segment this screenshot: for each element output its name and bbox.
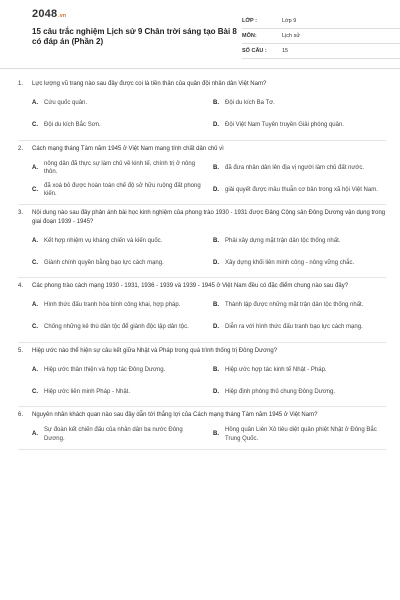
answer-option[interactable] bbox=[32, 424, 205, 446]
question-stem bbox=[18, 282, 386, 291]
option-letter: A. bbox=[32, 366, 38, 373]
question-stem bbox=[18, 411, 386, 420]
answer-options bbox=[18, 93, 386, 137]
answer-option[interactable] bbox=[213, 317, 386, 339]
option-text: Đội Việt Nam Tuyên truyền Giải phóng quân. bbox=[225, 122, 344, 129]
option-text: đã đưa nhân dân lên địa vị người làm chủ đất nước. bbox=[225, 164, 365, 171]
option-text: Thành lập được những mặt trận dân tộc thống nhất. bbox=[225, 302, 364, 309]
answer-option[interactable] bbox=[32, 115, 205, 137]
option-text: Hiệp ước hợp tác kinh tế Nhật - Pháp. bbox=[225, 366, 327, 373]
answer-options bbox=[18, 424, 386, 446]
option-letter: A. bbox=[32, 302, 38, 309]
answer-option[interactable] bbox=[32, 381, 205, 403]
meta-value: Lớp 9 bbox=[282, 18, 297, 24]
question-list bbox=[18, 76, 386, 450]
option-text: Xây dựng khối liên minh công - nông vững chắc. bbox=[225, 259, 355, 266]
question-6 bbox=[18, 407, 386, 450]
option-letter: C. bbox=[32, 259, 38, 266]
option-text: Cứu quốc quân. bbox=[44, 100, 88, 107]
option-letter: B. bbox=[213, 302, 219, 309]
question-number: 3. bbox=[18, 210, 24, 216]
question-1 bbox=[18, 76, 386, 141]
option-text: Sự đoàn kết chiến đấu của nhân dân ba nước Đông Dương. bbox=[44, 427, 183, 442]
meta-key: SỐ CÂU : bbox=[242, 48, 267, 54]
answer-option[interactable] bbox=[32, 157, 205, 179]
option-letter: C. bbox=[32, 324, 38, 331]
meta-row-count bbox=[242, 44, 400, 59]
meta-key: LỚP : bbox=[242, 18, 257, 24]
option-text: Hiệp định phòng thủ chung Đông Dương. bbox=[225, 388, 336, 395]
option-text: giải quyết được mâu thuẫn cơ bản trong xã hội Việt Nam. bbox=[225, 186, 378, 193]
option-text: nông dân đã thực sự làm chủ về kinh tế, chính trị ở nông thôn. bbox=[44, 160, 196, 175]
answer-option[interactable] bbox=[213, 424, 386, 446]
question-3 bbox=[18, 205, 386, 278]
header-divider bbox=[0, 68, 400, 69]
meta-value: 15 bbox=[282, 48, 289, 54]
answer-option[interactable] bbox=[213, 252, 386, 274]
option-text: đã xoá bỏ được hoàn toàn chế độ sở hữu ruộng đất phong kiến. bbox=[44, 182, 201, 197]
option-letter: D. bbox=[213, 324, 219, 331]
option-letter: B. bbox=[213, 100, 219, 107]
answer-options bbox=[18, 230, 386, 274]
question-2 bbox=[18, 141, 386, 206]
answer-option[interactable] bbox=[213, 230, 386, 252]
option-letter: A. bbox=[32, 431, 38, 438]
option-letter: A. bbox=[32, 100, 38, 107]
page-title: 15 câu trắc nghiệm Lịch sử 9 Chân trời sáng tạo Bài 8 có đáp án (Phần 2) bbox=[32, 27, 237, 46]
option-text: Diễn ra với hình thức đấu tranh bạo lực cách mạng. bbox=[225, 324, 363, 331]
answer-options bbox=[18, 359, 386, 403]
option-letter: D. bbox=[213, 259, 219, 266]
question-number: 5. bbox=[18, 347, 24, 354]
option-letter: B. bbox=[213, 237, 219, 244]
logo-suffix: .vn bbox=[58, 13, 67, 19]
question-stem bbox=[18, 145, 386, 154]
answer-option[interactable] bbox=[32, 179, 205, 201]
answer-option[interactable] bbox=[32, 230, 205, 252]
answer-option[interactable] bbox=[32, 359, 205, 381]
answer-option[interactable] bbox=[213, 359, 386, 381]
option-text: Hiệp ước thân thiện và hợp tác Đông Dương. bbox=[44, 366, 166, 373]
answer-option[interactable] bbox=[32, 295, 205, 317]
question-number: 1. bbox=[18, 81, 24, 87]
option-letter: B. bbox=[213, 164, 219, 171]
option-letter: A. bbox=[32, 237, 38, 244]
option-text: Kết hợp nhiệm vụ kháng chiến và kiến quốc. bbox=[44, 237, 163, 244]
question-stem bbox=[18, 209, 386, 226]
question-stem bbox=[18, 347, 386, 356]
option-letter: C. bbox=[32, 122, 38, 129]
option-letter: C. bbox=[32, 388, 38, 395]
option-letter: B. bbox=[213, 431, 219, 438]
option-text: Đội du kích Bắc Sơn. bbox=[44, 122, 101, 129]
question-number: 4. bbox=[18, 283, 24, 289]
meta-key: MÔN: bbox=[242, 33, 257, 39]
question-5 bbox=[18, 343, 386, 408]
answer-option[interactable] bbox=[213, 93, 386, 115]
question-text: Nội dung nào sau đây phản ánh bài học kinh nghiệm của phong trào 1930 - 1931 được Đảng Cộng sản Đông Dương vận dụng trong giai đoạn 1939 - 1945? bbox=[32, 210, 386, 225]
site-logo[interactable] bbox=[32, 8, 66, 20]
option-letter: A. bbox=[32, 164, 38, 171]
question-text: Hiệp ước nào thể hiện sự câu kết giữa Nhật và Pháp trong quá trình thống trị Đông Dương? bbox=[32, 347, 278, 354]
question-text: Cách mạng tháng Tám năm 1945 ở Việt Nam mang tính chất dân chủ vì bbox=[32, 145, 224, 152]
answer-option[interactable] bbox=[32, 252, 205, 274]
meta-value: Lịch sử bbox=[282, 33, 301, 39]
option-text: Giành chính quyền bằng bạo lực cách mạng. bbox=[44, 259, 164, 266]
option-letter: D. bbox=[213, 388, 219, 395]
answer-options bbox=[18, 157, 386, 201]
option-text: Phải xây dựng mặt trận dân tộc thống nhất. bbox=[225, 237, 341, 244]
question-text: Các phong trào cách mạng 1930 - 1931, 1936 - 1939 và 1939 - 1945 ở Việt Nam đều có đặc điểm chung nào sau đây? bbox=[32, 283, 349, 289]
page-header bbox=[18, 0, 382, 66]
answer-option[interactable] bbox=[32, 317, 205, 339]
question-4 bbox=[18, 278, 386, 343]
question-text: Nguyên nhân khách quan nào sau đây dẫn tới thắng lợi của Cách mạng tháng Tám năm 1945 ở Việt Nam? bbox=[32, 412, 318, 418]
meta-row-class bbox=[242, 14, 400, 29]
option-letter: B. bbox=[213, 366, 219, 373]
option-text: Hồng quân Liên Xô tiêu diệt quân phiệt Nhật ở Đông Bắc Trung Quốc. bbox=[225, 427, 377, 442]
answer-option[interactable] bbox=[32, 93, 205, 115]
question-stem bbox=[18, 80, 386, 89]
question-number: 2. bbox=[18, 145, 24, 152]
answer-option[interactable] bbox=[213, 295, 386, 317]
option-letter: D. bbox=[213, 122, 219, 129]
option-text: Hiệp ước liên minh Pháp - Nhật. bbox=[44, 388, 130, 395]
logo-text: 2048 bbox=[32, 8, 58, 20]
answer-option[interactable] bbox=[213, 381, 386, 403]
option-text: Hình thức đấu tranh hòa bình công khai, hợp pháp. bbox=[44, 302, 181, 309]
meta-table bbox=[242, 14, 400, 59]
option-letter: D. bbox=[213, 186, 219, 193]
option-letter: C. bbox=[32, 186, 38, 193]
question-text: Lực lượng vũ trang nào sau đây được coi là tiền thân của quân đội nhân dân Việt Nam? bbox=[32, 81, 267, 87]
answer-option[interactable] bbox=[213, 179, 386, 201]
option-text: Chống những kẻ thù dân tộc để giành độc lập dân tộc. bbox=[44, 324, 189, 331]
meta-row-subject bbox=[242, 29, 400, 44]
option-text: Đội du kích Ba Tơ. bbox=[225, 100, 275, 107]
answer-option[interactable] bbox=[213, 157, 386, 179]
answer-options bbox=[18, 295, 386, 339]
question-number: 6. bbox=[18, 412, 24, 418]
answer-option[interactable] bbox=[213, 115, 386, 137]
